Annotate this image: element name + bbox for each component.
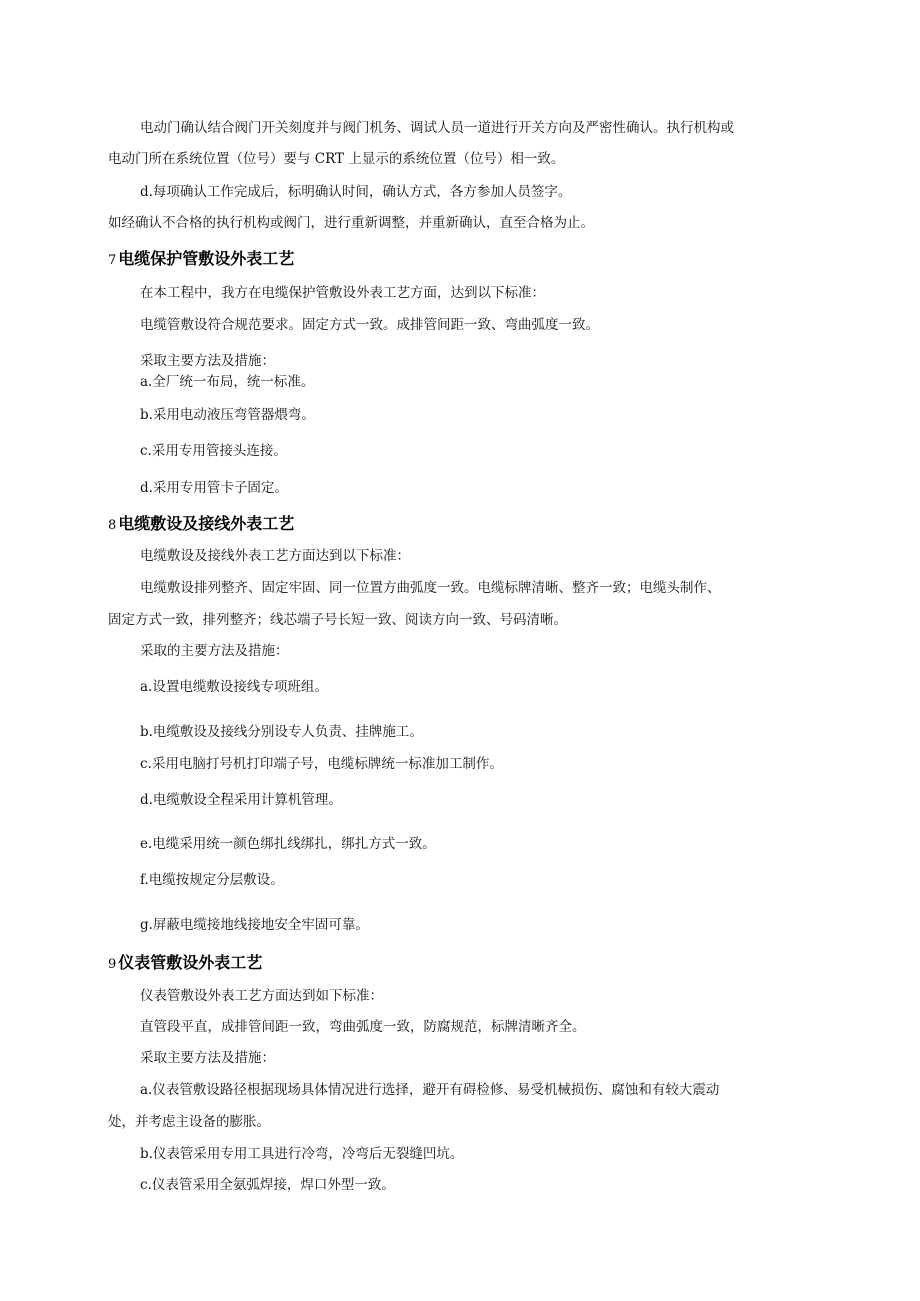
section-8-paragraph-3: 采取的主要方法及措施： (140, 643, 289, 659)
section-9-heading (108, 953, 262, 975)
section-7-title: 电缆保护管敷设外表工艺 (118, 249, 295, 268)
section-9-title: 仪表管敷设外表工艺 (118, 953, 263, 972)
section-8-number: 8 (108, 518, 117, 533)
section-8-item-e: e.电缆采用统一颜色绑扎线绑扎，绑扎方式一致。 (140, 836, 436, 852)
intro-line-4: 如经确认不合格的执行机构或阀门，进行重新调整，并重新确认，直至合格为止。 (108, 215, 594, 231)
section-7-item-c: c.采用专用管接头连接。 (140, 443, 287, 459)
section-7-item-b: b.采用电动液压弯管器煨弯。 (140, 407, 315, 423)
intro-item-d: d.每项确认工作完成后，标明确认时间，确认方式，各方参加人员签字。 (140, 184, 572, 200)
intro-line-2: 电动门所在系统位置（位号）要与 CRT 上显示的系统位置（位号）相一致。 (108, 151, 565, 167)
section-7-item-d: d.采用专用管卡子固定。 (140, 480, 288, 496)
section-7-paragraph-2: 电缆管敷设符合规范要求。固定方式一致。成排管间距一致、弯曲弧度一致。 (140, 317, 599, 333)
section-7-number: 7 (108, 253, 117, 268)
section-8-item-g: g.屏蔽电缆接地线接地安全牢固可靠。 (140, 917, 369, 933)
section-8-paragraph-2b: 固定方式一致，排列整齐；线芯端子号长短一致、阅读方向一致、号码清晰。 (108, 612, 567, 628)
section-7-heading (108, 249, 294, 271)
section-7-paragraph-1: 在本工程中，我方在电缆保护管敷设外表工艺方面，达到以下标准： (140, 285, 545, 301)
section-8-paragraph-1: 电缆敷设及接线外表工艺方面达到以下标准： (140, 548, 410, 564)
section-9-item-c: c.仪表管采用全氨弧焊接，焊口外型一致。 (140, 1177, 395, 1193)
section-9-item-a-line-2: 处，并考虑主设备的膨胀。 (108, 1114, 270, 1130)
section-8-item-d: d.电缆敷设全程采用计算机管理。 (140, 792, 342, 808)
section-9-number: 9 (108, 957, 117, 972)
section-7-item-a: a.全厂统一布局，统一标准。 (140, 374, 315, 390)
section-8-heading (108, 514, 294, 536)
section-8-paragraph-2a: 电缆敷设排列整齐、固定牢固、同一位置方曲弧度一致。电缆标牌清晰、整齐一致；电缆头制作、 (140, 580, 721, 596)
section-8-item-b: b.电缆敷设及接线分别设专人负责、挂牌施工。 (140, 724, 423, 740)
section-7-paragraph-3: 采取主要方法及措施： (140, 353, 275, 369)
section-9-paragraph-2: 直管段平直，成排管间距一致，弯曲弧度一致，防腐规范，标牌清晰齐全。 (140, 1019, 586, 1035)
section-8-title: 电缆敷设及接线外表工艺 (118, 514, 295, 533)
section-8-item-f: f.电缆按规定分层敷设。 (140, 872, 284, 888)
section-8-item-c: c.采用电脑打号机打印端子号，电缆标牌统一标准加工制作。 (140, 756, 503, 772)
section-9-item-b: b.仪表管采用专用工具进行冷弯，冷弯后无裂缝凹坑。 (140, 1146, 464, 1162)
section-9-item-a-line-1: a.仪表管敷设路径根据现场具体情况进行选择，避开有碍检修、易受机械损伤、腐蚀和有较大震动 (140, 1082, 720, 1098)
intro-line-1: 电动门确认结合阀门开关刻度并与阀门机务、调试人员一道进行开关方向及严密性确认。执行机构或 (140, 120, 734, 136)
section-8-item-a: a.设置电缆敷设接线专项班组。 (140, 679, 328, 695)
section-9-paragraph-3: 采取主要方法及措施： (140, 1050, 275, 1066)
section-9-paragraph-1: 仪表管敷设外表工艺方面达到如下标准： (140, 988, 383, 1004)
